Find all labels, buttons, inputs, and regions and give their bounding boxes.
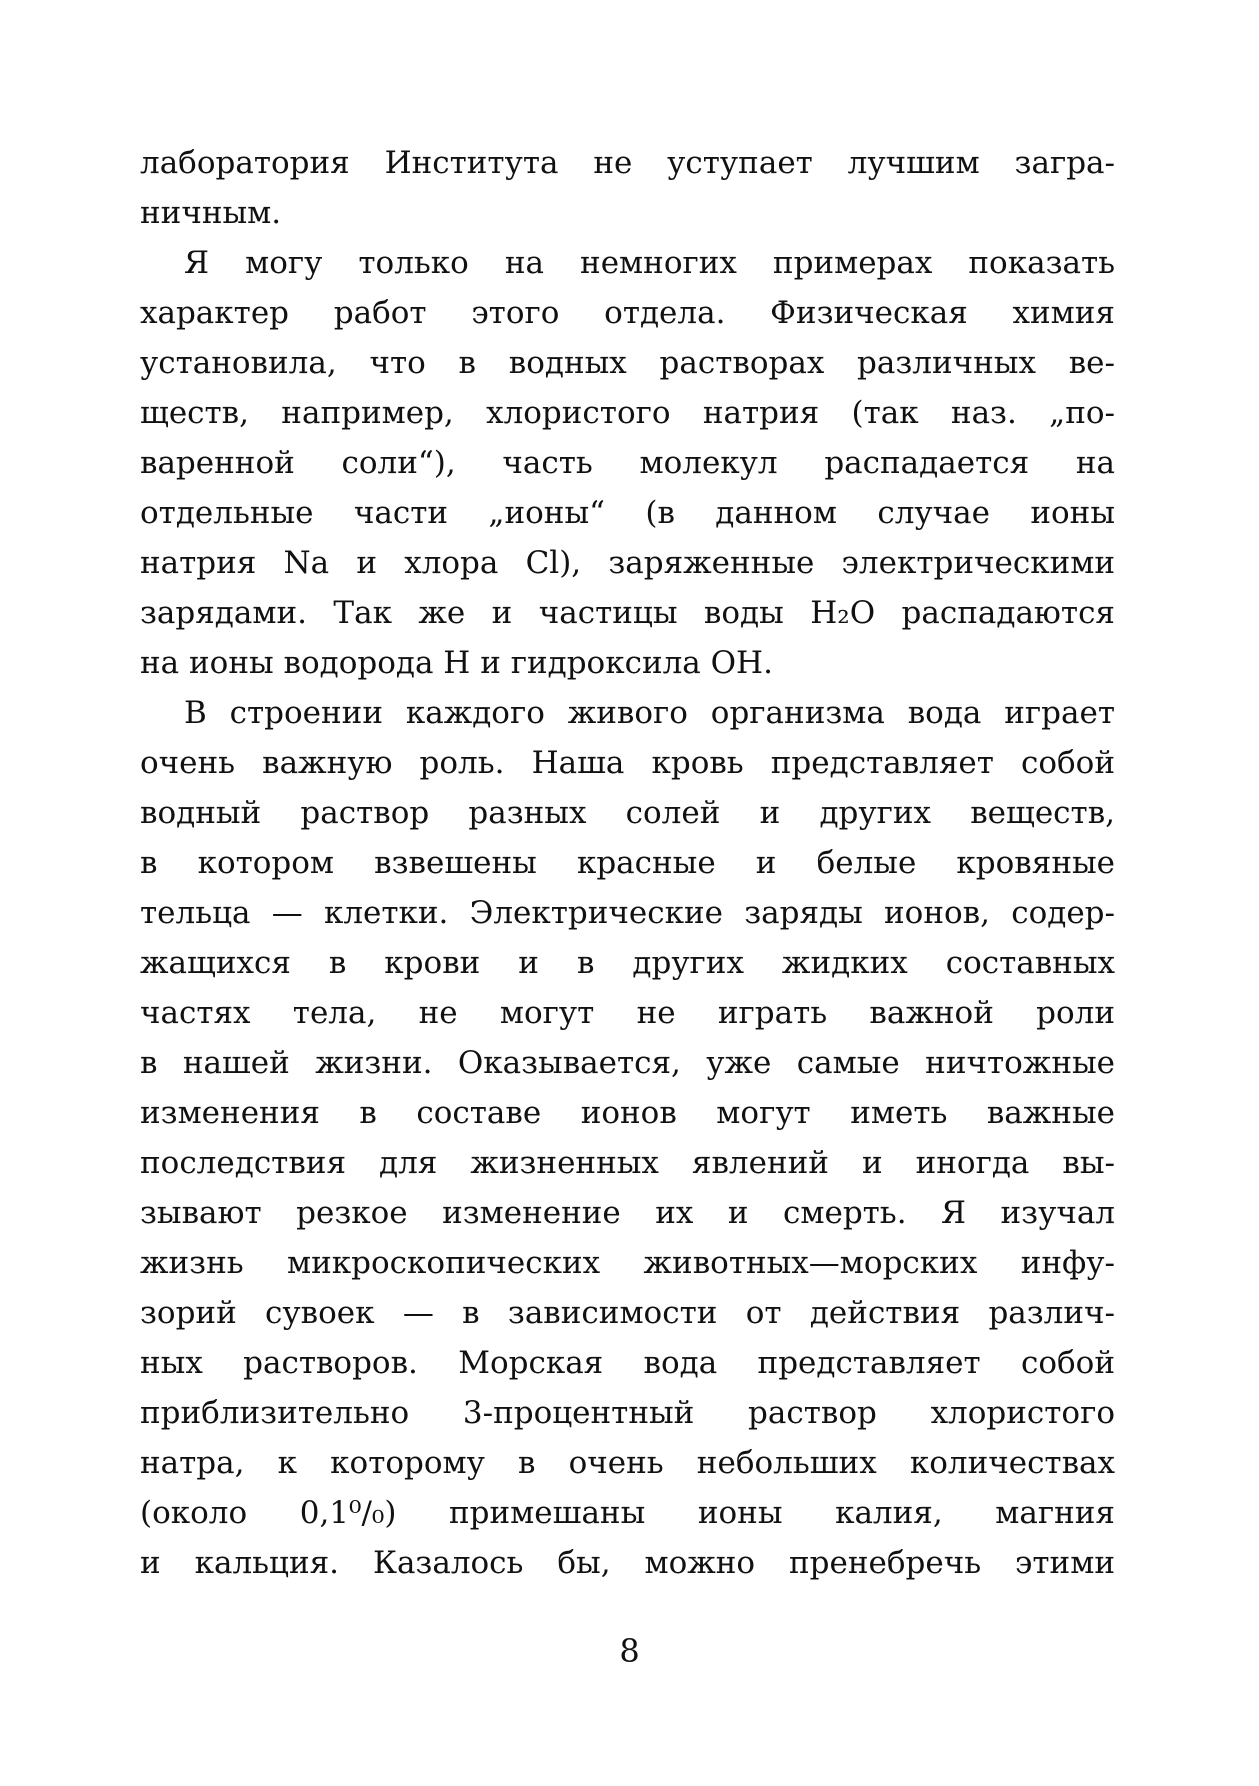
text-line: характер работ этого отдела. Физическая химия (140, 295, 1115, 331)
page-number: 8 (619, 1632, 640, 1670)
text-line: на ионы водорода H и гидроксила OH. (140, 645, 773, 681)
text-line: установила, что в водных растворах различных ве- (140, 345, 1115, 381)
text-line: частях тела, не могут не играть важной роли (140, 995, 1115, 1031)
text-line: зорий сувоек — в зависимости от действия различ- (140, 1295, 1115, 1331)
text-line: водный раствор разных солей и других веществ, (140, 795, 1115, 831)
text-line: очень важную роль. Наша кровь представляет собой (140, 745, 1115, 781)
text-line: приблизительно 3-процентный раствор хлористого (140, 1395, 1115, 1431)
text-line: в котором взвешены красные и белые кровяные (140, 845, 1115, 881)
body-text (140, 138, 1115, 1588)
text-line: ничным. (140, 195, 282, 231)
text-line: жизнь микроскопических животных—морских инфу- (140, 1245, 1115, 1281)
text-line: зарядами. Так же и частицы воды H₂O распадаются (140, 595, 1115, 631)
text-line: отдельные части „ионы“ (в данном случае ионы (140, 495, 1115, 531)
text-line: (около 0,1⁰/₀) примешаны ионы калия, магния (140, 1495, 1115, 1531)
text-line: тельца — клетки. Электрические заряды ионов, содер- (140, 895, 1115, 931)
text-line: зывают резкое изменение их и смерть. Я изучал (140, 1195, 1115, 1231)
text-line: натрия Na и хлора Cl), заряженные электрическими (140, 545, 1115, 581)
text-line: ных растворов. Морская вода представляет собой (140, 1345, 1115, 1381)
text-line: Я могу только на немногих примерах показать (184, 245, 1115, 281)
text-line: жащихся в крови и в других жидких составных (140, 945, 1115, 981)
text-line: В строении каждого живого организма вода играет (184, 695, 1115, 731)
text-line: натра, к которому в очень небольших количествах (140, 1445, 1115, 1481)
text-line: ществ, например, хлористого натрия (так наз. „по- (140, 395, 1115, 431)
text-line: и кальция. Казалось бы, можно пренебречь этими (140, 1545, 1115, 1581)
text-line: изменения в составе ионов могут иметь важные (140, 1095, 1115, 1131)
text-line: лаборатория Института не уступает лучшим загра- (140, 145, 1115, 181)
text-line: последствия для жизненных явлений и иногда вы- (140, 1145, 1115, 1181)
text-line: варенной соли“), часть молекул распадается на (140, 445, 1115, 481)
text-line: в нашей жизни. Оказывается, уже самые ничтожные (140, 1045, 1115, 1081)
